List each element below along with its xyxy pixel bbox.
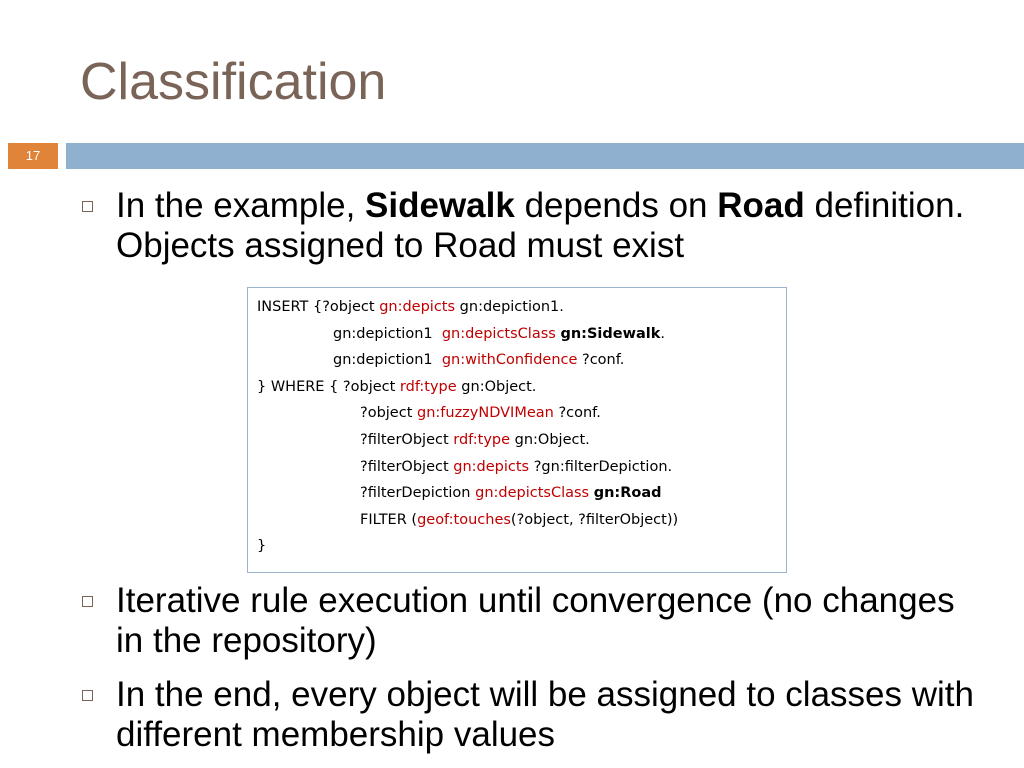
bullet-item-2 — [82, 581, 982, 661]
code-line: ?filterDepiction gn:depictsClass gn:Road — [360, 485, 662, 502]
code-line: ?filterObject rdf:type gn:Object. — [360, 431, 590, 448]
header-divider-bar — [66, 143, 1024, 169]
slide-title: Classification — [80, 53, 387, 111]
page-number: 17 — [8, 143, 58, 169]
bullet-text: In the end, every object will be assigned to classes with different membership values — [116, 675, 974, 754]
bold-term-sidewalk: Sidewalk — [365, 186, 515, 225]
code-line: gn:depiction1 gn:withConfidence ?conf. — [333, 352, 625, 369]
square-bullet-icon — [82, 201, 93, 212]
sparql-code-box — [247, 287, 787, 573]
code-line: gn:depiction1 gn:depictsClass gn:Sidewalk. — [333, 325, 665, 342]
bold-term-road: Road — [717, 186, 805, 225]
square-bullet-icon — [82, 596, 93, 607]
square-bullet-icon — [82, 690, 93, 701]
bullet-text: In the example, Sidewalk depends on Road definition. Objects assigned to Road must exist — [116, 186, 965, 265]
bullet-item-1 — [82, 186, 982, 266]
bullet-text: Iterative rule execution until convergence (no changes in the repository) — [116, 581, 955, 660]
bullet-item-3 — [82, 675, 982, 755]
code-line: ?filterObject gn:depicts ?gn:filterDepiction. — [360, 458, 673, 475]
code-line: FILTER (geof:touches(?object, ?filterObject)) — [360, 511, 679, 528]
code-line: } WHERE { ?object rdf:type gn:Object. — [257, 378, 537, 395]
code-line: ?object gn:fuzzyNDVIMean ?conf. — [360, 405, 601, 422]
code-line: } — [257, 538, 267, 555]
code-line: INSERT {?object gn:depicts gn:depiction1. — [257, 299, 564, 315]
